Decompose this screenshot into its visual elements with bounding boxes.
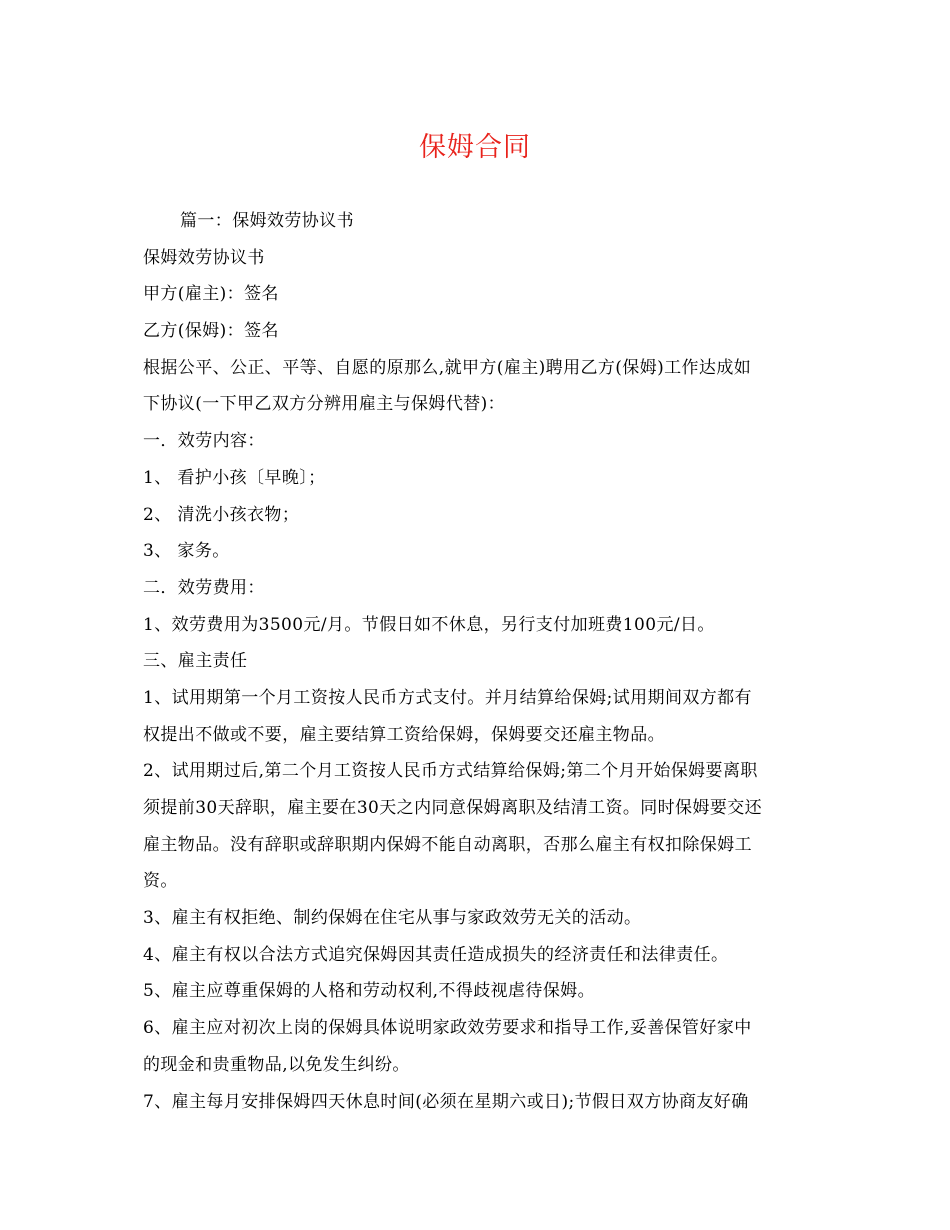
duty-2-line-2: 须提前30天辞职，雇主要在30天之内同意保姆离职及结清工资。同时保姆要交还 <box>143 798 763 818</box>
document-title: 保姆合同 <box>419 132 531 163</box>
duty-1-line-2: 权提出不做或不要，雇主要结算工资给保姆，保姆要交还雇主物品。 <box>143 724 665 745</box>
section-heading-employer-duties: 三、雇主责任 <box>143 651 248 672</box>
section-heading-part-one: 篇一：保姆效劳协议书 <box>180 211 354 231</box>
section-heading-service-content: 一．效劳内容： <box>143 431 265 452</box>
duty-2-line-1: 2、试用期过后,第二个月工资按人民币方式结算给保姆;第二个月开始保姆要离职 <box>143 761 758 782</box>
agreement-title: 保姆效劳协议书 <box>143 247 265 268</box>
duty-4: 4、雇主有权以合法方式追究保姆因其责任造成损失的经济责任和法律责任。 <box>143 944 729 965</box>
party-b-line: 乙方(保姆)：签名 <box>143 321 279 342</box>
party-a-line: 甲方(雇主)：签名 <box>143 284 279 305</box>
duty-3: 3、雇主有权拒绝、制约保姆在住宅从事与家政效劳无关的活动。 <box>143 908 642 929</box>
service-item-3: 3、 家务。 <box>143 541 230 562</box>
preamble-line-2: 下协议(一下甲乙双方分辨用雇主与保姆代替)： <box>143 394 506 415</box>
duty-2-line-4: 资。 <box>143 871 178 892</box>
service-item-1: 1、 看护小孩〔早晚〕； <box>143 467 326 488</box>
service-item-2: 2、 清洗小孩衣物； <box>143 504 300 525</box>
duty-2-line-3: 雇主物品。没有辞职或辞职期内保姆不能自动离职，否那么雇主有权扣除保姆工 <box>143 834 752 855</box>
fee-item-1: 1、效劳费用为3500元/月。节假日如不休息，另行支付加班费100元/日。 <box>143 614 715 635</box>
duty-7-line-1: 7、雇主每月安排保姆四天休息时间(必须在星期六或日);节假日双方协商友好确 <box>143 1091 749 1112</box>
duty-6-line-1: 6、雇主应对初次上岗的保姆具体说明家政效劳要求和指导工作,妥善保管好家中 <box>143 1018 752 1039</box>
section-heading-service-fee: 二．效劳费用： <box>143 577 265 598</box>
duty-5: 5、雇主应尊重保姆的人格和劳动权利,不得歧视虐待保姆。 <box>143 981 596 1002</box>
duty-1-line-1: 1、试用期第一个月工资按人民币方式支付。并月结算给保姆;试用期间双方都有 <box>143 687 752 708</box>
document-body <box>143 203 823 1120</box>
preamble-line-1: 根据公平、公正、平等、自愿的原那么,就甲方(雇主)聘用乙方(保姆)工作达成如 <box>143 357 752 378</box>
duty-6-line-2: 的现金和贵重物品,以免发生纠纷。 <box>143 1054 410 1075</box>
